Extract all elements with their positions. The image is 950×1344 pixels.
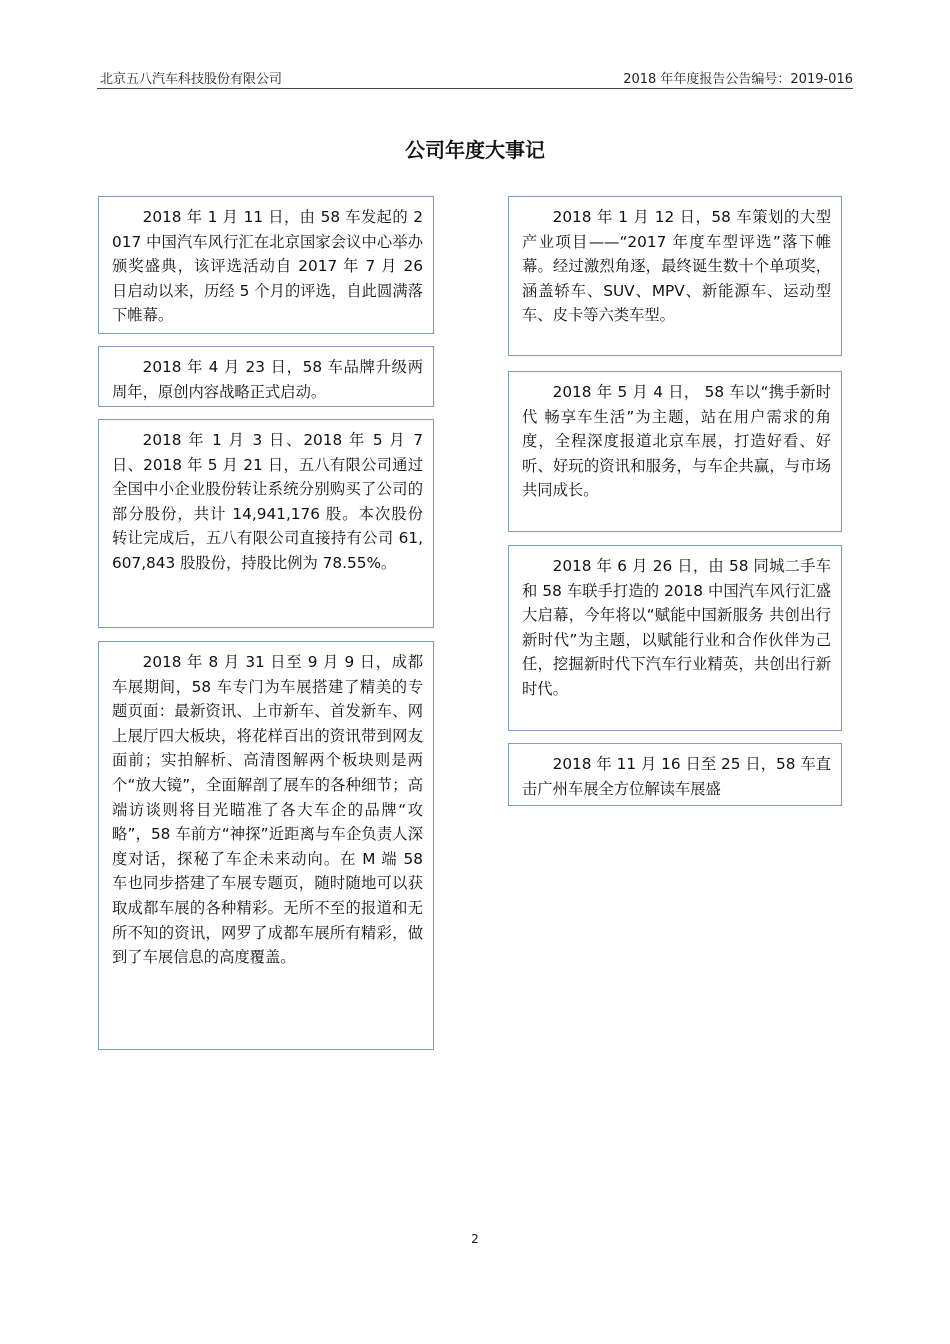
event-box-apr-23: 2018 年 4 月 23 日，58 车品牌升级两周年，原创内容战略正式启动。 — [98, 346, 434, 407]
header-divider — [97, 88, 853, 89]
event-box-share-transfer: 2018 年 1 月 3 日、2018 年 5 月 7 日、2018 年 5 月 21 日，五八有限公司通过全国中小企业股份转让系统分别购买了公司的部分股份，共计 14,941,176 股。本次股份转让完成后，五八有限公司直接持有公司 61,607,843 股股份，持股比例为 78.55%。 — [98, 419, 434, 628]
page-title: 公司年度大事记 — [405, 138, 545, 162]
event-box-guangzhou-auto-show: 2018 年 11 月 16 日至 25 日，58 车直击广州车展全方位解读车展盛 — [508, 743, 842, 806]
event-box-jan-12: 2018 年 1 月 12 日，58 车策划的大型产业项目——“2017 年度车型评选”落下帷幕。经过激烈角逐，最终诞生数十个单项奖，涵盖轿车、SUV、MPV、新能源车、运动型车、皮卡等六类车型。 — [508, 196, 842, 356]
header-company: 北京五八汽车科技股份有限公司 — [100, 72, 283, 87]
event-box-beijing-auto-show: 2018 年 5 月 4 日， 58 车以“携手新时代 畅享车生活”为主题，站在用户需求的角度，全程深度报道北京车展，打造好看、好听、好玩的资讯和服务，与车企共赢，与市场共同成长。 — [508, 371, 842, 532]
event-box-jan-11: 2018 年 1 月 11 日，由 58 车发起的 2017 中国汽车风行汇在北京国家会议中心举办颁奖盛典，该评选活动自 2017 年 7 月 26 日启动以来，历经 5 个月的评选，自此圆满落下帷幕。 — [98, 196, 434, 334]
event-box-jun-26: 2018 年 6 月 26 日，由 58 同城二手车和 58 车联手打造的 2018 中国汽车风行汇盛大启幕，今年将以“赋能中国新服务 共创出行新时代”为主题，以赋能行业和合作伙伴为己任，挖掘新时代下汽车行业精英，共创出行新时代。 — [508, 545, 842, 731]
event-box-chengdu-auto-show: 2018 年 8 月 31 日至 9 月 9 日，成都车展期间，58 车专门为车展搭建了精美的专题页面：最新资讯、上市新车、首发新车、网上展厅四大板块，将花样百出的资讯带到网友面前；实拍解析、高清图解两个板块则是两个“放大镜”，全面解剖了展车的各种细节；高端访谈则将目光瞄准了各大车企的品牌“攻略”，58 车前方“神探”近距离与车企负责人深度对话，探秘了车企未来动向。在 M 端 58 车也同步搭建了车展专题页，随时随地可以获取成都车展的各种精彩。无所不至的报道和无所不知的资讯，网罗了成都车展所有精彩，做到了车展信息的高度覆盖。 — [98, 641, 434, 1050]
page-number: 2 — [471, 1232, 479, 1246]
header-report-number: 2018 年年度报告公告编号：2019-016 — [623, 72, 853, 87]
